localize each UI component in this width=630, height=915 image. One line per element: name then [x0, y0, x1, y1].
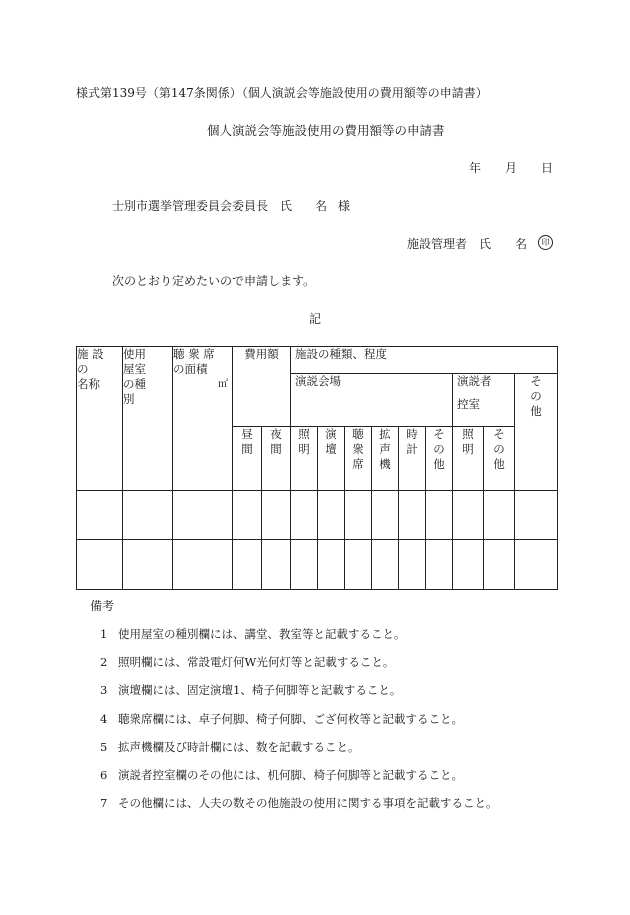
entry-cell[interactable] — [77, 540, 123, 590]
entry-cell[interactable] — [173, 491, 233, 540]
header-facility-type: 施設の種類、程度 — [291, 347, 558, 374]
sub-waiting-other: そ の 他 — [484, 427, 515, 491]
entry-cell[interactable] — [318, 540, 345, 590]
entry-cell[interactable] — [291, 491, 318, 540]
sub-waiting-lighting: 照 明 — [453, 427, 484, 491]
form-reference: 様式第139号（第147条関係）（個人演説会等施設使用の費用額等の申請書） — [76, 86, 488, 100]
list-item: 4 聴衆席欄には、卓子何脚、椅子何脚、ござ何枚等と記載すること。 — [100, 712, 463, 726]
seal-icon: 印 — [538, 235, 553, 250]
addressee-mei: 名 — [315, 199, 328, 213]
area-unit: ㎡ — [218, 379, 228, 390]
sub-audience-seats: 聴 衆 席 — [345, 427, 372, 491]
entry-cell[interactable] — [262, 491, 291, 540]
table-row — [77, 540, 558, 590]
date-day: 日 — [541, 161, 554, 175]
addressee-org: 士別市選挙管理委員会委員長 — [112, 199, 269, 213]
intro-text: 次のとおり定めたいので申請します。 — [112, 274, 316, 288]
application-table — [76, 346, 558, 590]
entry-cell[interactable] — [484, 491, 515, 540]
sub-clock: 時 計 — [399, 427, 426, 491]
list-item: 3 演壇欄には、固定演壇1、椅子何脚等と記載すること。 — [100, 683, 402, 697]
entry-cell[interactable] — [399, 491, 426, 540]
header-facility-name: 施 設 の 名称 — [77, 347, 123, 491]
entry-cell[interactable] — [515, 540, 558, 590]
date-year: 年 — [469, 161, 482, 175]
entry-cell[interactable] — [173, 540, 233, 590]
sub-stage: 演 壇 — [318, 427, 345, 491]
entry-cell[interactable] — [426, 540, 453, 590]
addressee-shi: 氏 — [280, 199, 293, 213]
entry-cell[interactable] — [291, 540, 318, 590]
header-other: そ の 他 — [515, 374, 558, 491]
entry-cell[interactable] — [77, 491, 123, 540]
ki-label: 記 — [309, 312, 322, 326]
entry-cell[interactable] — [123, 491, 173, 540]
header-cost: 費用額 — [233, 347, 291, 427]
entry-cell[interactable] — [345, 491, 372, 540]
entry-cell[interactable] — [262, 540, 291, 590]
form-title: 個人演説会等施設使用の費用額等の申請書 — [207, 123, 445, 138]
entry-cell[interactable] — [515, 491, 558, 540]
entry-cell[interactable] — [233, 491, 262, 540]
entry-cell[interactable] — [426, 491, 453, 540]
sub-daytime: 昼 間 — [233, 427, 262, 491]
entry-cell[interactable] — [372, 491, 399, 540]
applicant-mei: 名 — [515, 237, 528, 251]
date-month: 月 — [505, 161, 518, 175]
sub-nighttime: 夜 間 — [262, 427, 291, 491]
applicant-role: 施設管理者 — [407, 237, 468, 251]
sub-lighting: 照 明 — [291, 427, 318, 491]
entry-cell[interactable] — [399, 540, 426, 590]
list-item: 1 使用屋室の種別欄には、講堂、教室等と記載すること。 — [100, 627, 406, 641]
addressee-sama: 様 — [338, 199, 351, 213]
list-item: 2 照明欄には、常設電灯何W光何灯等と記載すること。 — [100, 655, 395, 669]
entry-cell[interactable] — [233, 540, 262, 590]
list-item: 5 拡声機欄及び時計欄には、数を記載すること。 — [100, 740, 360, 754]
sub-venue-other: そ の 他 — [426, 427, 453, 491]
entry-cell[interactable] — [123, 540, 173, 590]
group-venue: 演説会場 — [291, 374, 453, 427]
group-waiting-room: 演説者 控室 — [453, 374, 515, 427]
entry-cell[interactable] — [453, 491, 484, 540]
entry-cell[interactable] — [318, 491, 345, 540]
entry-cell[interactable] — [345, 540, 372, 590]
header-room-type: 使用 屋室 の種 別 — [123, 347, 173, 491]
header-audience-area: 聴 衆 席 の面積 ㎡ — [173, 347, 233, 491]
entry-cell[interactable] — [484, 540, 515, 590]
sub-loudspeaker: 拡 声 機 — [372, 427, 399, 491]
list-item: 6 演説者控室欄のその他には、机何脚、椅子何脚等と記載すること。 — [100, 768, 463, 782]
table-row — [77, 491, 558, 540]
list-item: 7 その他欄には、人夫の数その他施設の使用に関する事項を記載すること。 — [100, 796, 498, 810]
entry-cell[interactable] — [372, 540, 399, 590]
entry-cell[interactable] — [453, 540, 484, 590]
applicant-shi: 氏 — [479, 237, 492, 251]
remarks-heading: 備考 — [90, 599, 115, 613]
